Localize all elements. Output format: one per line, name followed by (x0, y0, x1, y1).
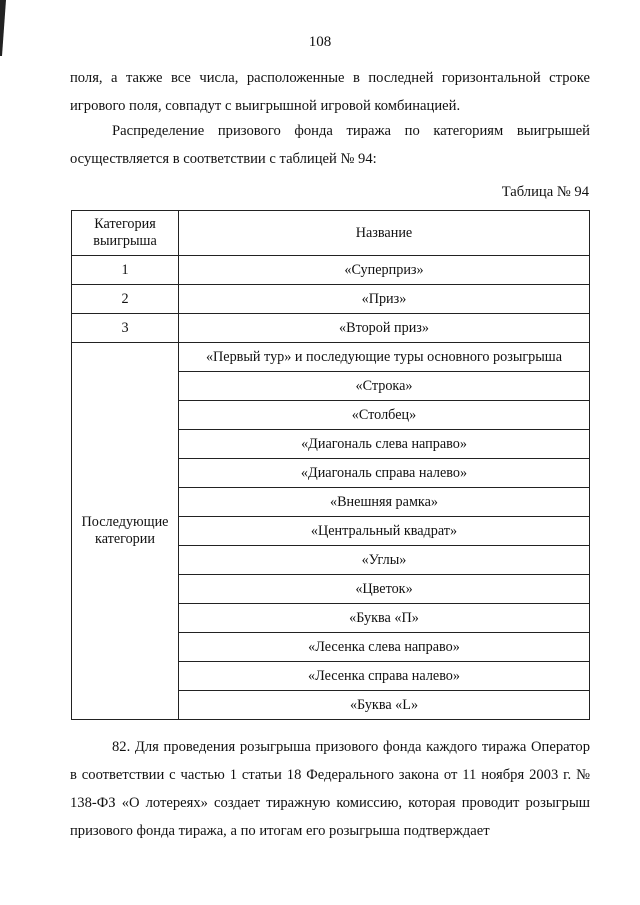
header-category: Категория выигрыша (72, 211, 179, 256)
name-cell: «Внешняя рамка» (179, 488, 590, 517)
paragraph-82 (70, 733, 590, 845)
name-cell: «Буква «L» (179, 691, 590, 720)
merged-category-cell: Последующие категории (72, 343, 179, 720)
table-header-row (72, 211, 590, 256)
name-cell: «Столбец» (179, 401, 590, 430)
name-cell: «Приз» (179, 285, 590, 314)
category-cell: 2 (72, 285, 179, 314)
name-cell: «Лесенка слева направо» (179, 633, 590, 662)
name-cell: «Углы» (179, 546, 590, 575)
name-cell: «Центральный квадрат» (179, 517, 590, 546)
prize-category-table (71, 210, 590, 720)
name-cell: «Лесенка справа налево» (179, 662, 590, 691)
table-caption: Таблица № 94 (501, 184, 589, 200)
name-cell: «Буква «П» (179, 604, 590, 633)
name-cell: «Первый тур» и последующие туры основного розыгрыша (179, 343, 590, 372)
paragraph-82-text: 82. Для проведения розыгрыша призового фонда каждого тиража Оператор в соответствии с частью 1 статьи 18 Федерального закона от 11 ноября 2003 г. № 138-ФЗ «О лотереях» создает тиражную комиссию, которая проводит розыгрыш призового фонда тиража, а по итогам его розыгрыша подтверждает (70, 739, 590, 839)
table-row (72, 314, 590, 343)
header-name: Название (179, 211, 590, 256)
category-cell: 3 (72, 314, 179, 343)
name-cell: «Диагональ справа налево» (179, 459, 590, 488)
category-cell: 1 (72, 256, 179, 285)
table-row (72, 343, 590, 372)
paragraph-distribution-text: Распределение призового фонда тиража по категориям выигрышей осуществляется в соответствии с таблицей № 94: (70, 123, 590, 167)
name-cell: «Цветок» (179, 575, 590, 604)
name-cell: «Диагональ слева направо» (179, 430, 590, 459)
table-row (72, 285, 590, 314)
name-cell: «Суперприз» (179, 256, 590, 285)
page-number: 108 (308, 34, 332, 50)
name-cell: «Строка» (179, 372, 590, 401)
name-cell: «Второй приз» (179, 314, 590, 343)
paragraph-distribution (70, 117, 590, 173)
paragraph-continued: поля, а также все числа, расположенные в последней горизонтальной строке игрового поля, совпадут с выигрышной игровой комбинацией. (70, 70, 590, 114)
table-row (72, 256, 590, 285)
